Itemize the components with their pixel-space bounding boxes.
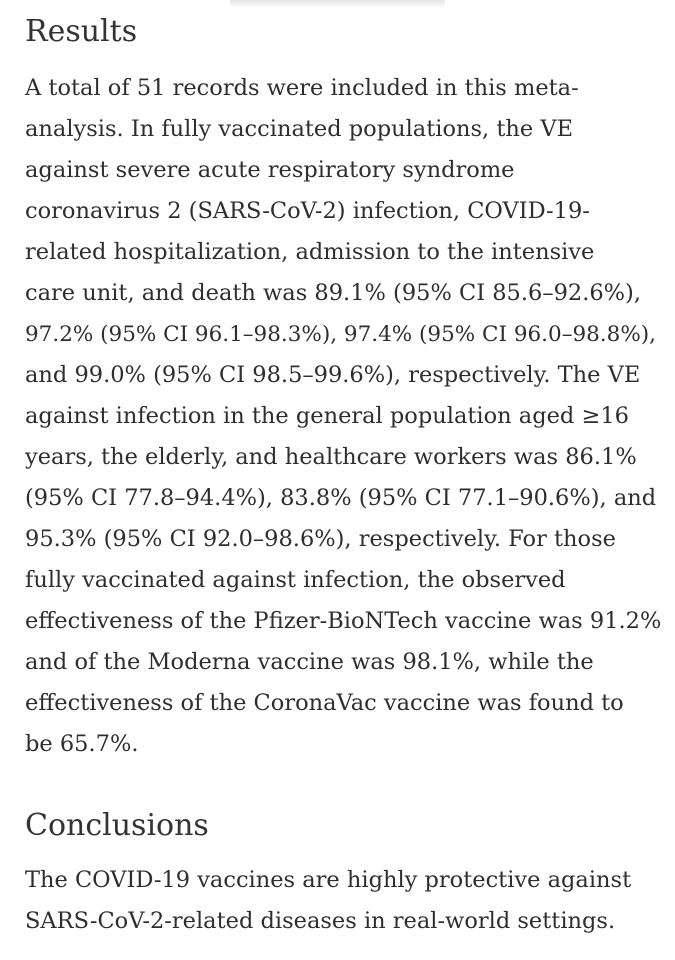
top-edge-shadow	[230, 0, 445, 8]
results-line: 97.2% (95% CI 96.1–98.3%), 97.4% (95% CI 96.0–98.8%),	[25, 322, 656, 347]
conclusions-paragraph	[25, 860, 665, 942]
results-paragraph	[25, 68, 665, 765]
results-line: and of the Moderna vaccine was 98.1%, while the	[25, 649, 594, 675]
conclusions-section	[25, 806, 665, 942]
conclusions-line: The COVID-19 vaccines are highly protective against	[25, 867, 632, 893]
results-line: analysis. In fully vaccinated populations, the VE	[25, 116, 574, 142]
results-line: and 99.0% (95% CI 98.5–99.6%), respectively. The VE	[25, 362, 641, 388]
results-line: be 65.7%.	[25, 731, 139, 757]
results-line: A total of 51 records were included in this meta-	[25, 75, 579, 101]
results-line: years, the elderly, and healthcare workers was 86.1%	[25, 444, 637, 470]
results-line: against infection in the general population aged ≥16	[25, 403, 629, 429]
results-line: care unit, and death was 89.1% (95% CI 85.6–92.6%),	[25, 280, 641, 306]
results-line: 95.3% (95% CI 92.0–98.6%), respectively. For those	[25, 526, 616, 552]
results-line: (95% CI 77.8–94.4%), 83.8% (95% CI 77.1–90.6%), and	[25, 485, 657, 511]
results-line: fully vaccinated against infection, the observed	[25, 567, 566, 593]
results-line: against severe acute respiratory syndrome	[25, 157, 515, 183]
results-line: coronavirus 2 (SARS-CoV-2) infection, COVID-19-	[25, 198, 590, 224]
conclusions-line: SARS-CoV-2-related diseases in real-world settings.	[25, 908, 616, 934]
results-line: related hospitalization, admission to the intensive	[25, 239, 595, 265]
conclusions-heading: Conclusions	[25, 808, 209, 843]
results-line: effectiveness of the CoronaVac vaccine was found to	[25, 690, 624, 716]
results-line: effectiveness of the Pfizer-BioNTech vaccine was 91.2%	[25, 608, 662, 634]
results-heading: Results	[25, 14, 138, 49]
results-section	[25, 12, 665, 765]
